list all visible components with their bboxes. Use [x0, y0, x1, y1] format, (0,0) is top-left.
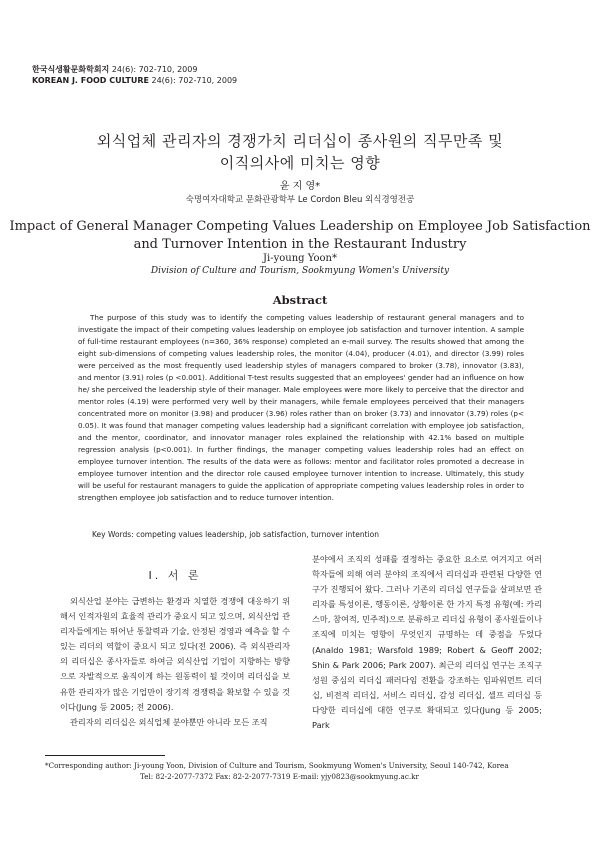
journal-name-kr: 한국식생활문화학회지 [32, 65, 110, 74]
affiliation-english: Division of Culture and Tourism, Sookmyung Women's University [150, 266, 450, 276]
body-column-right [312, 552, 542, 733]
journal-line-en [32, 75, 237, 86]
body-column-left [60, 568, 290, 730]
abstract-heading: Abstract [272, 293, 328, 307]
author-korean: 윤 지 영* [279, 181, 321, 192]
journal-name-en: KOREAN J. FOOD CULTURE [32, 76, 149, 85]
footnote-divider [45, 755, 165, 756]
affiliation-korean: 숙명여자대학교 문화관광학부 Le Cordon Bleu 외식경영전공 [185, 195, 415, 205]
abstract-text: The purpose of this study was to identify the competing values leadership of restaurant general managers and to investigate the impact of their competing values leadership on employee job satisfaction and turnover intention. A sample of full-time restaurant employees (n=360, 36% response) completed an e-mail survey. The results showed that among the eight sub-dimensions of competing values leadership roles, the monitor (4.04), producer (4.01), and director (3.99) roles were perceived as the most frequently used leadership styles of managers compared to broker (3.78), innovator (3.83), and mentor (3.91) roles (p <0.001). Additional T-test results suggested that an employees' gender had an influence on how he/ she perceived the leadership style of their manager. Male employees were more likely to perceive that the director and mentor roles (4.19) were performed very well by their managers, while female employees perceived that their managers concentrated more on monitor (3.98) and producer (3.96) roles rather than on broker (3.73) and innovator (3.79) roles (p< 0.05). It was found that manager competing values leadership had a significant correlation with employee job satisfaction, and the mentor, coordinator, and innovator manager roles explained the relationship with 42.1% based on multiple regression analysis (p<0.001). In further findings, the manager competing values leadership roles had an effect on employee turnover intention. The results of the data were as follows: mentor and facilitator roles promoted a decrease in employee turnover intention and the director role caused employee turnover intention to increase. Ultimately, this study will be useful for restaurant managers to guide the application of appropriate competing values leadership roles in order to strengthen employee job satisfaction and to reduce turnover intention. [78, 313, 524, 502]
keywords-text: competing values leadership, job satisfaction, turnover intention [136, 530, 379, 539]
footnote [45, 760, 555, 782]
title-english-line2: and Turnover Intention in the Restaurant Industry [133, 237, 467, 252]
title-english-line1: Impact of General Manager Competing Values Leadership on Employee Job Satisfaction [9, 219, 591, 234]
author-english: Ji-young Yoon* [263, 253, 337, 264]
title-korean-line1: 외식업체 관리자의 경쟁가치 리더십이 종사원의 직무만족 및 [96, 132, 504, 150]
journal-issue-kr: 24(6): 702-710, 2009 [111, 65, 198, 74]
intro-paragraph-continued: 분야에서 조직의 성패를 결정하는 중요한 요소로 여겨지고 여러 학자들에 의해 여러 분야의 조직에서 리더십과 관련된 다양한 연구가 진행되어 왔다. 그러나 기존의 리더십 연구들을 살펴보면 관리자를 특성이론, 행동이론, 상황이론 한 가지 특정 유형(예: 카리스마, 참여적, 민주적)으로 분류하고 리더십 유형이 종사원들이나 조직에 미치는 영향이 무엇인지 규명하는 데 중점을 두었다(Analdo 1981; Warsfold 1989; Robert & Geoff 2002; Shin & Park 2006; Park 2007). 최근의 리더십 연구는 조직구성원 중심의 리더십 패러다임 전환을 강조하는 임파워먼트 리더십, 비전적 리더십, 서비스 리더십, 감성 리더십, 셀프 리더십 등 다양한 리더십에 대한 연구로 확대되고 있다(Jung 등 2005; Park [312, 554, 542, 731]
keywords [92, 530, 379, 539]
journal-header [32, 64, 237, 86]
journal-issue-en: 24(6): 702-710, 2009 [151, 76, 238, 85]
footnote-corresponding-author: *Corresponding author: Ji-young Yoon, Division of Culture and Tourism, Sookmyung Women's University, Seoul 140-742, Korea [45, 761, 509, 770]
keywords-label: Key Words: [92, 530, 134, 539]
section-heading-introduction: Ⅰ. 서 론 [148, 569, 202, 582]
title-korean [0, 130, 600, 174]
title-english [0, 218, 600, 254]
intro-paragraph-1: 외식산업 분야는 급변하는 환경과 치열한 경쟁에 대응하기 위해서 인적자원의 효율적 관리가 중요시 되고 있으며, 외식산업 관리자들에게는 뛰어난 통찰력과 기술, 안정된 경영과 예측을 할 수 있는 리더의 역할이 중요시 되고 있다(전 2006). 즉 외식관리자의 리더십은 종사자들로 하여금 외식산업 기업이 지향하는 방향으로 자발적으로 움직이게 하는 원동력이 될 것이며 리더십을 보유한 관리자가 많은 기업만이 장기적 경쟁력을 확보할 수 있을 것이다(Jung 등 2005; 전 2006). [60, 596, 290, 712]
footnote-contact: Tel: 82-2-2077-7372 Fax: 82-2-2077-7319 E-mail: yjy0823@sookmyung.ac.kr [140, 772, 419, 781]
journal-line-kr [32, 64, 237, 75]
intro-paragraph-2: 관리자의 리더십은 외식업체 분야뿐만 아니라 모든 조직 [70, 716, 268, 727]
title-korean-line2: 이직의사에 미치는 영향 [219, 154, 381, 172]
